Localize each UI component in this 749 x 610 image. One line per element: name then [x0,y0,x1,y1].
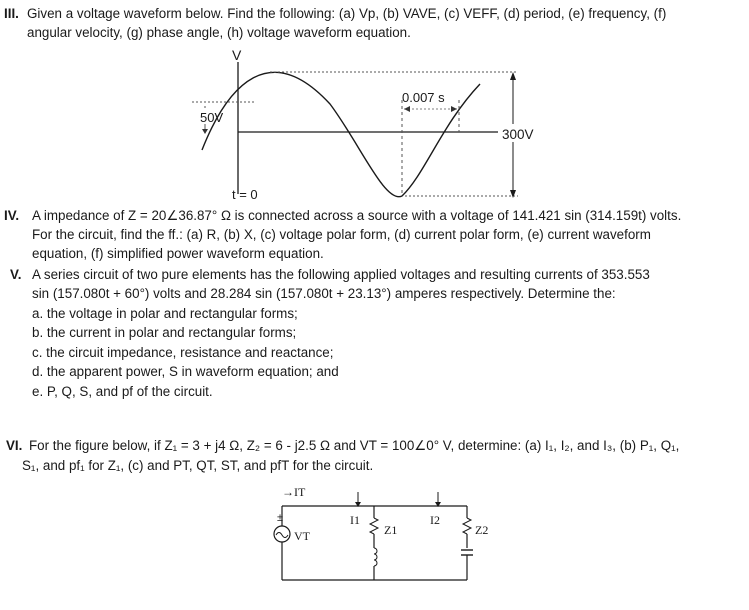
problem-5-line-1: A series circuit of two pure elements has the following applied voltages and resulting currents of 353.553 [32,267,650,282]
amplitude-label: 50V [200,110,224,125]
z1-inductor [374,548,377,566]
peak-to-peak-label: 300V [502,127,534,142]
problem-5-item-a: a. the voltage in polar and rectangular forms; [32,306,298,321]
vt-label: VT [294,529,310,543]
problem-6-line-1: For the figure below, if Z₁ = 3 + j4 Ω, Z₂ = 6 - j2.5 Ω and VT = 100∠0° V, determine: (a) I₁, I₂, and I₃, (b) P₁, Q₁, [29,438,680,453]
problem-4-line-2: For the circuit, find the ff.: (a) R, (b) X, (c) voltage polar form, (d) current polar form, (e) current waveform [32,227,651,242]
problem-5-number: V. [10,267,22,282]
voltage-waveform-figure [180,44,560,206]
v-axis-label: V [232,47,242,63]
it-label: →IT [282,485,306,499]
problem-5-line-2: sin (157.080t + 60°) volts and 28.284 sin (157.080t + 23.13°) amperes respectively. Determine the: [32,286,616,301]
z2-label: Z2 [475,523,489,537]
problem-4-line-1: A impedance of Z = 20∠36.87° Ω is connected across a source with a voltage of 141.421 sin (314.159t) volts. [32,208,682,223]
z1-label: Z1 [384,523,398,537]
problem-5-item-e: e. P, Q, S, and pf of the circuit. [32,384,213,399]
problem-5-item-c: c. the circuit impedance, resistance and reactance; [32,345,334,360]
problem-5-item-d: d. the apparent power, S in waveform equation; and [32,364,339,379]
t-zero-label: t = 0 [232,187,258,202]
problem-6-number: VI. [6,438,23,453]
i2-label: I2 [430,513,440,527]
problem-3-number: III. [4,6,19,21]
problem-3-line-2: angular velocity, (g) phase angle, (h) voltage waveform equation. [27,25,411,40]
period-label: 0.007 s [402,90,445,105]
problem-4-number: IV. [4,208,20,223]
amp-arrow-down [202,129,208,134]
source-polarity: ± [277,512,284,524]
problem-6-line-2: S₁, and pf₁ for Z₁, (c) and PT, QT, ST, and pfT for the circuit. [22,458,374,473]
problem-3-line-1: Given a voltage waveform below. Find the following: (a) Vp, (b) VAVE, (c) VEFF, (d) period, (e) frequency, (f) [27,6,667,21]
z1-resistor [370,518,378,534]
problem-5-item-b: b. the current in polar and rectangular forms; [32,325,297,340]
parallel-circuit-diagram [262,478,492,590]
z2-resistor [463,518,471,534]
i1-label: I1 [350,513,360,527]
problem-4-line-3: equation, (f) simplified power waveform equation. [32,246,324,261]
